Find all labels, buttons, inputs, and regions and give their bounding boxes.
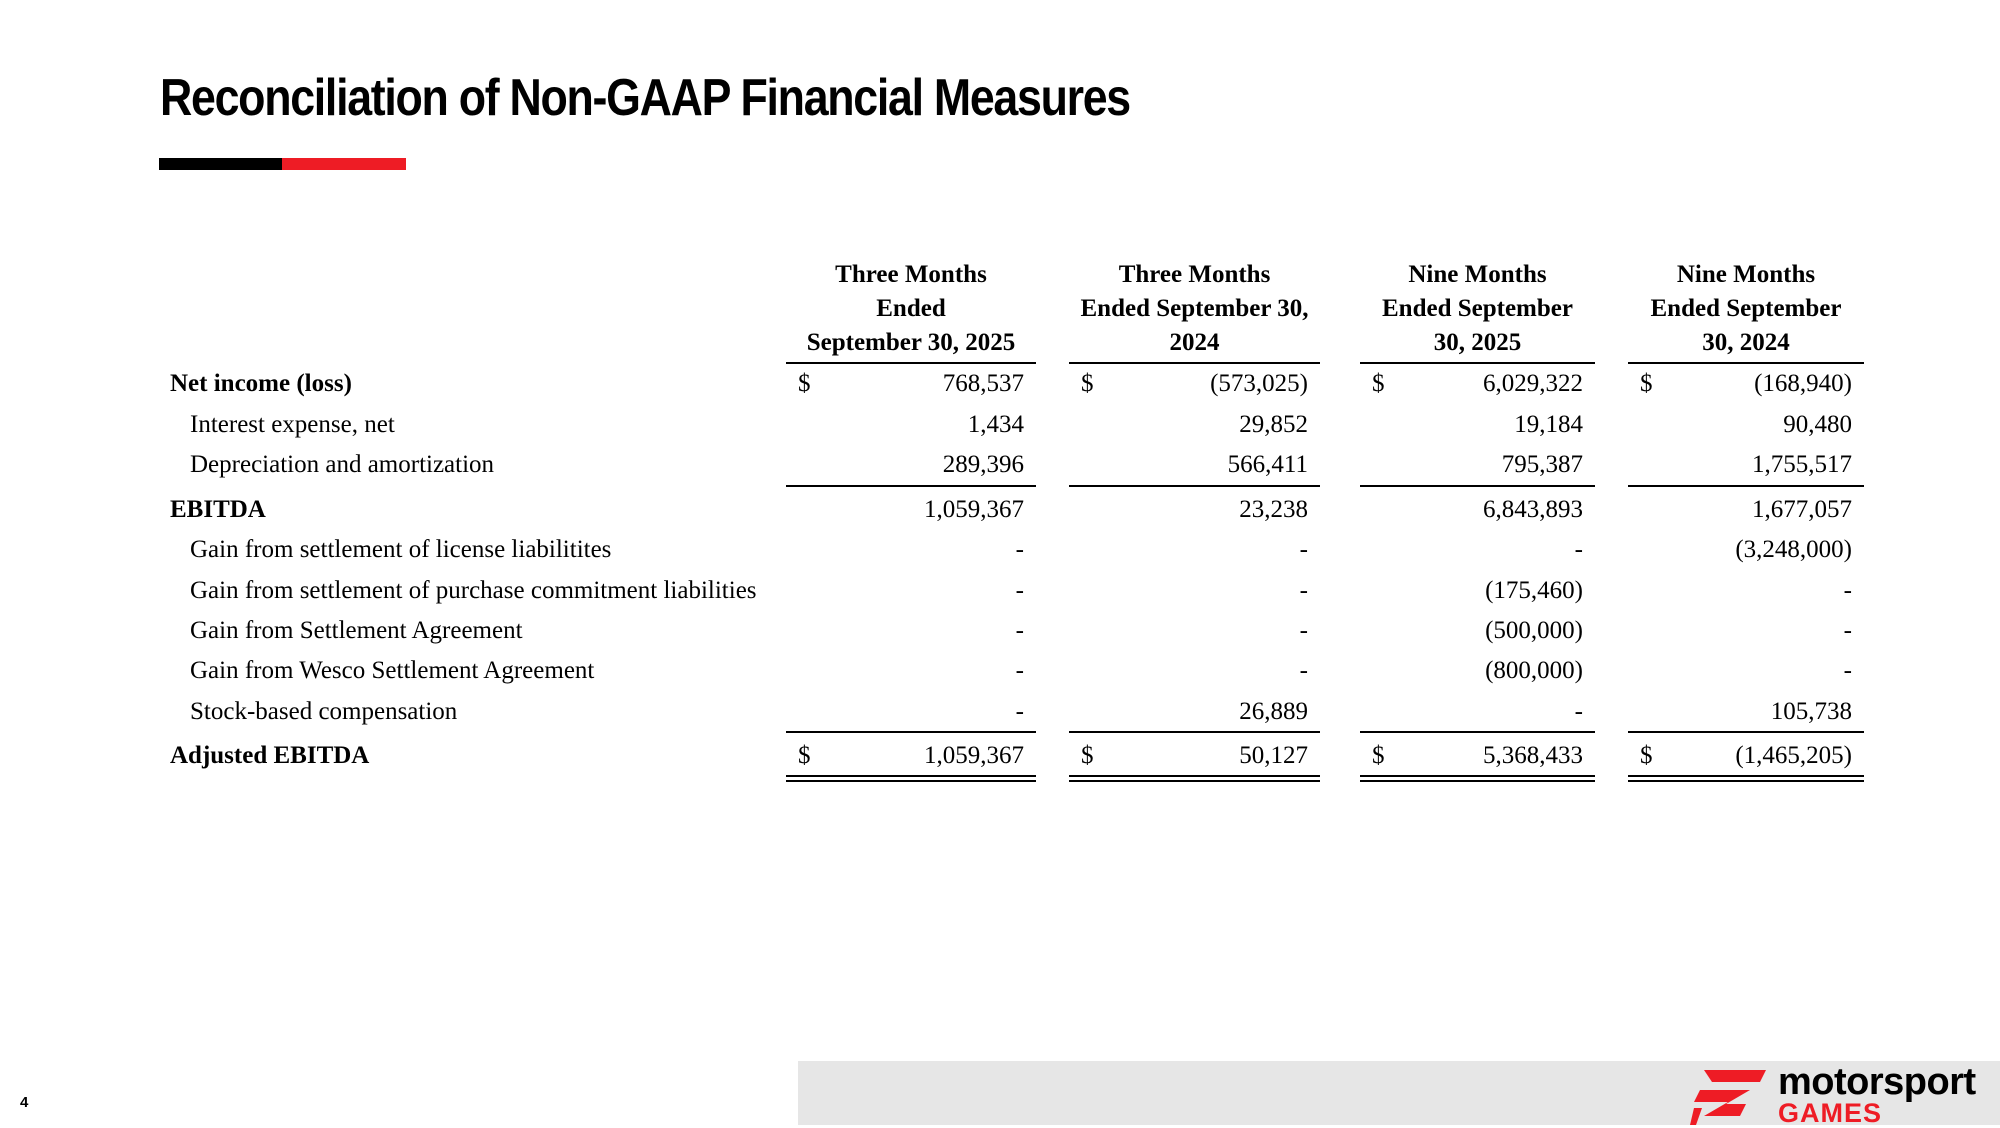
table-cell: $ (1,465,205) [1640,742,1852,769]
table-cell: - [1574,698,1583,725]
row-label: Interest expense, net [190,411,395,438]
table-cell: $ 50,127 [1081,742,1308,769]
table-row-gain-settlement [0,611,2000,651]
table-cell: $ 5,368,433 [1372,742,1583,769]
table-cell: 795,387 [1501,451,1583,478]
title-underline-black [159,158,282,170]
table-row-depreciation [0,445,2000,485]
table-cell: 105,738 [1770,698,1852,725]
table-row-gain-license [0,530,2000,570]
table-cell: - [1015,657,1024,684]
column-header-q3-2024: Three Months Ended September 30, 2024 [1069,256,1320,364]
row-label: Gain from Wesco Settlement Agreement [190,657,595,684]
table-cell: 19,184 [1514,411,1583,438]
column-header-9m-2024: Nine Months Ended September 30, 2024 [1628,256,1864,364]
subtotal-rule [1628,485,1864,487]
subtotal-rule [1069,485,1320,487]
table-cell: - [1574,536,1583,563]
table-cell: (500,000) [1485,617,1583,644]
subtotal-rule [786,485,1036,487]
table-cell: - [1843,617,1852,644]
table-cell: 1,755,517 [1752,451,1852,478]
column-header-q3-2025: Three Months Ended September 30, 2025 [786,256,1036,364]
table-cell: - [1299,577,1308,604]
total-double-rule [1069,775,1320,782]
table-row-interest-expense [0,405,2000,445]
table-cell: $ (168,940) [1640,370,1852,397]
table-cell: (800,000) [1485,657,1583,684]
row-label: Gain from settlement of purchase commitment liabilities [190,577,757,604]
table-cell: - [1015,617,1024,644]
subtotal-rule [786,731,1036,733]
table-cell: 23,238 [1239,496,1308,523]
table-row-ebitda [0,490,2000,530]
table-cell: 29,852 [1239,411,1308,438]
table-row-net-income [0,364,2000,404]
page-title: Reconciliation of Non-GAAP Financial Measures [160,69,1130,127]
table-cell: - [1015,698,1024,725]
table-row-adjusted-ebitda [0,736,2000,776]
table-cell: 1,434 [967,411,1024,438]
logo-wordmark-games: GAMES [1778,1098,1883,1128]
row-label: Depreciation and amortization [190,451,495,478]
table-cell: - [1015,577,1024,604]
table-cell: - [1299,536,1308,563]
table-cell: 1,677,057 [1752,496,1852,523]
table-cell: $ 768,537 [798,370,1024,397]
row-label: Adjusted EBITDA [170,742,370,769]
table-cell: 90,480 [1783,411,1852,438]
table-cell: 6,843,893 [1483,496,1583,523]
table-cell: 566,411 [1227,451,1308,478]
table-cell: 289,396 [942,451,1024,478]
table-cell: 26,889 [1239,698,1308,725]
table-cell: $ 1,059,367 [798,742,1024,769]
row-label: EBITDA [170,496,266,523]
total-double-rule [1628,775,1864,782]
table-cell: $ (573,025) [1081,370,1308,397]
table-cell: - [1015,536,1024,563]
page-number: 4 [20,1094,29,1111]
title-underline-red [282,158,406,170]
table-cell: 1,059,367 [924,496,1024,523]
table-cell: - [1843,577,1852,604]
column-header-9m-2025: Nine Months Ended September 30, 2025 [1360,256,1595,364]
subtotal-rule [1628,731,1864,733]
table-cell: - [1299,657,1308,684]
row-label: Stock-based compensation [190,698,458,725]
table-row-gain-purchase-commitment [0,571,2000,611]
table-cell: - [1843,657,1852,684]
table-cell: - [1299,617,1308,644]
motorsport-games-logo-icon [1690,1068,1768,1125]
row-label: Net income (loss) [170,370,352,397]
logo-wordmark-motorsport: motorsport [1778,1061,1976,1103]
row-label: Gain from settlement of license liabilitites [190,536,612,563]
total-double-rule [1360,775,1595,782]
subtotal-rule [1360,485,1595,487]
table-cell: $ 6,029,322 [1372,370,1583,397]
table-row-stock-compensation [0,692,2000,732]
total-double-rule [786,775,1036,782]
table-row-gain-wesco [0,651,2000,691]
row-label: Gain from Settlement Agreement [190,617,523,644]
subtotal-rule [1360,731,1595,733]
subtotal-rule [1069,731,1320,733]
table-cell: (3,248,000) [1735,536,1852,563]
table-cell: (175,460) [1485,577,1583,604]
